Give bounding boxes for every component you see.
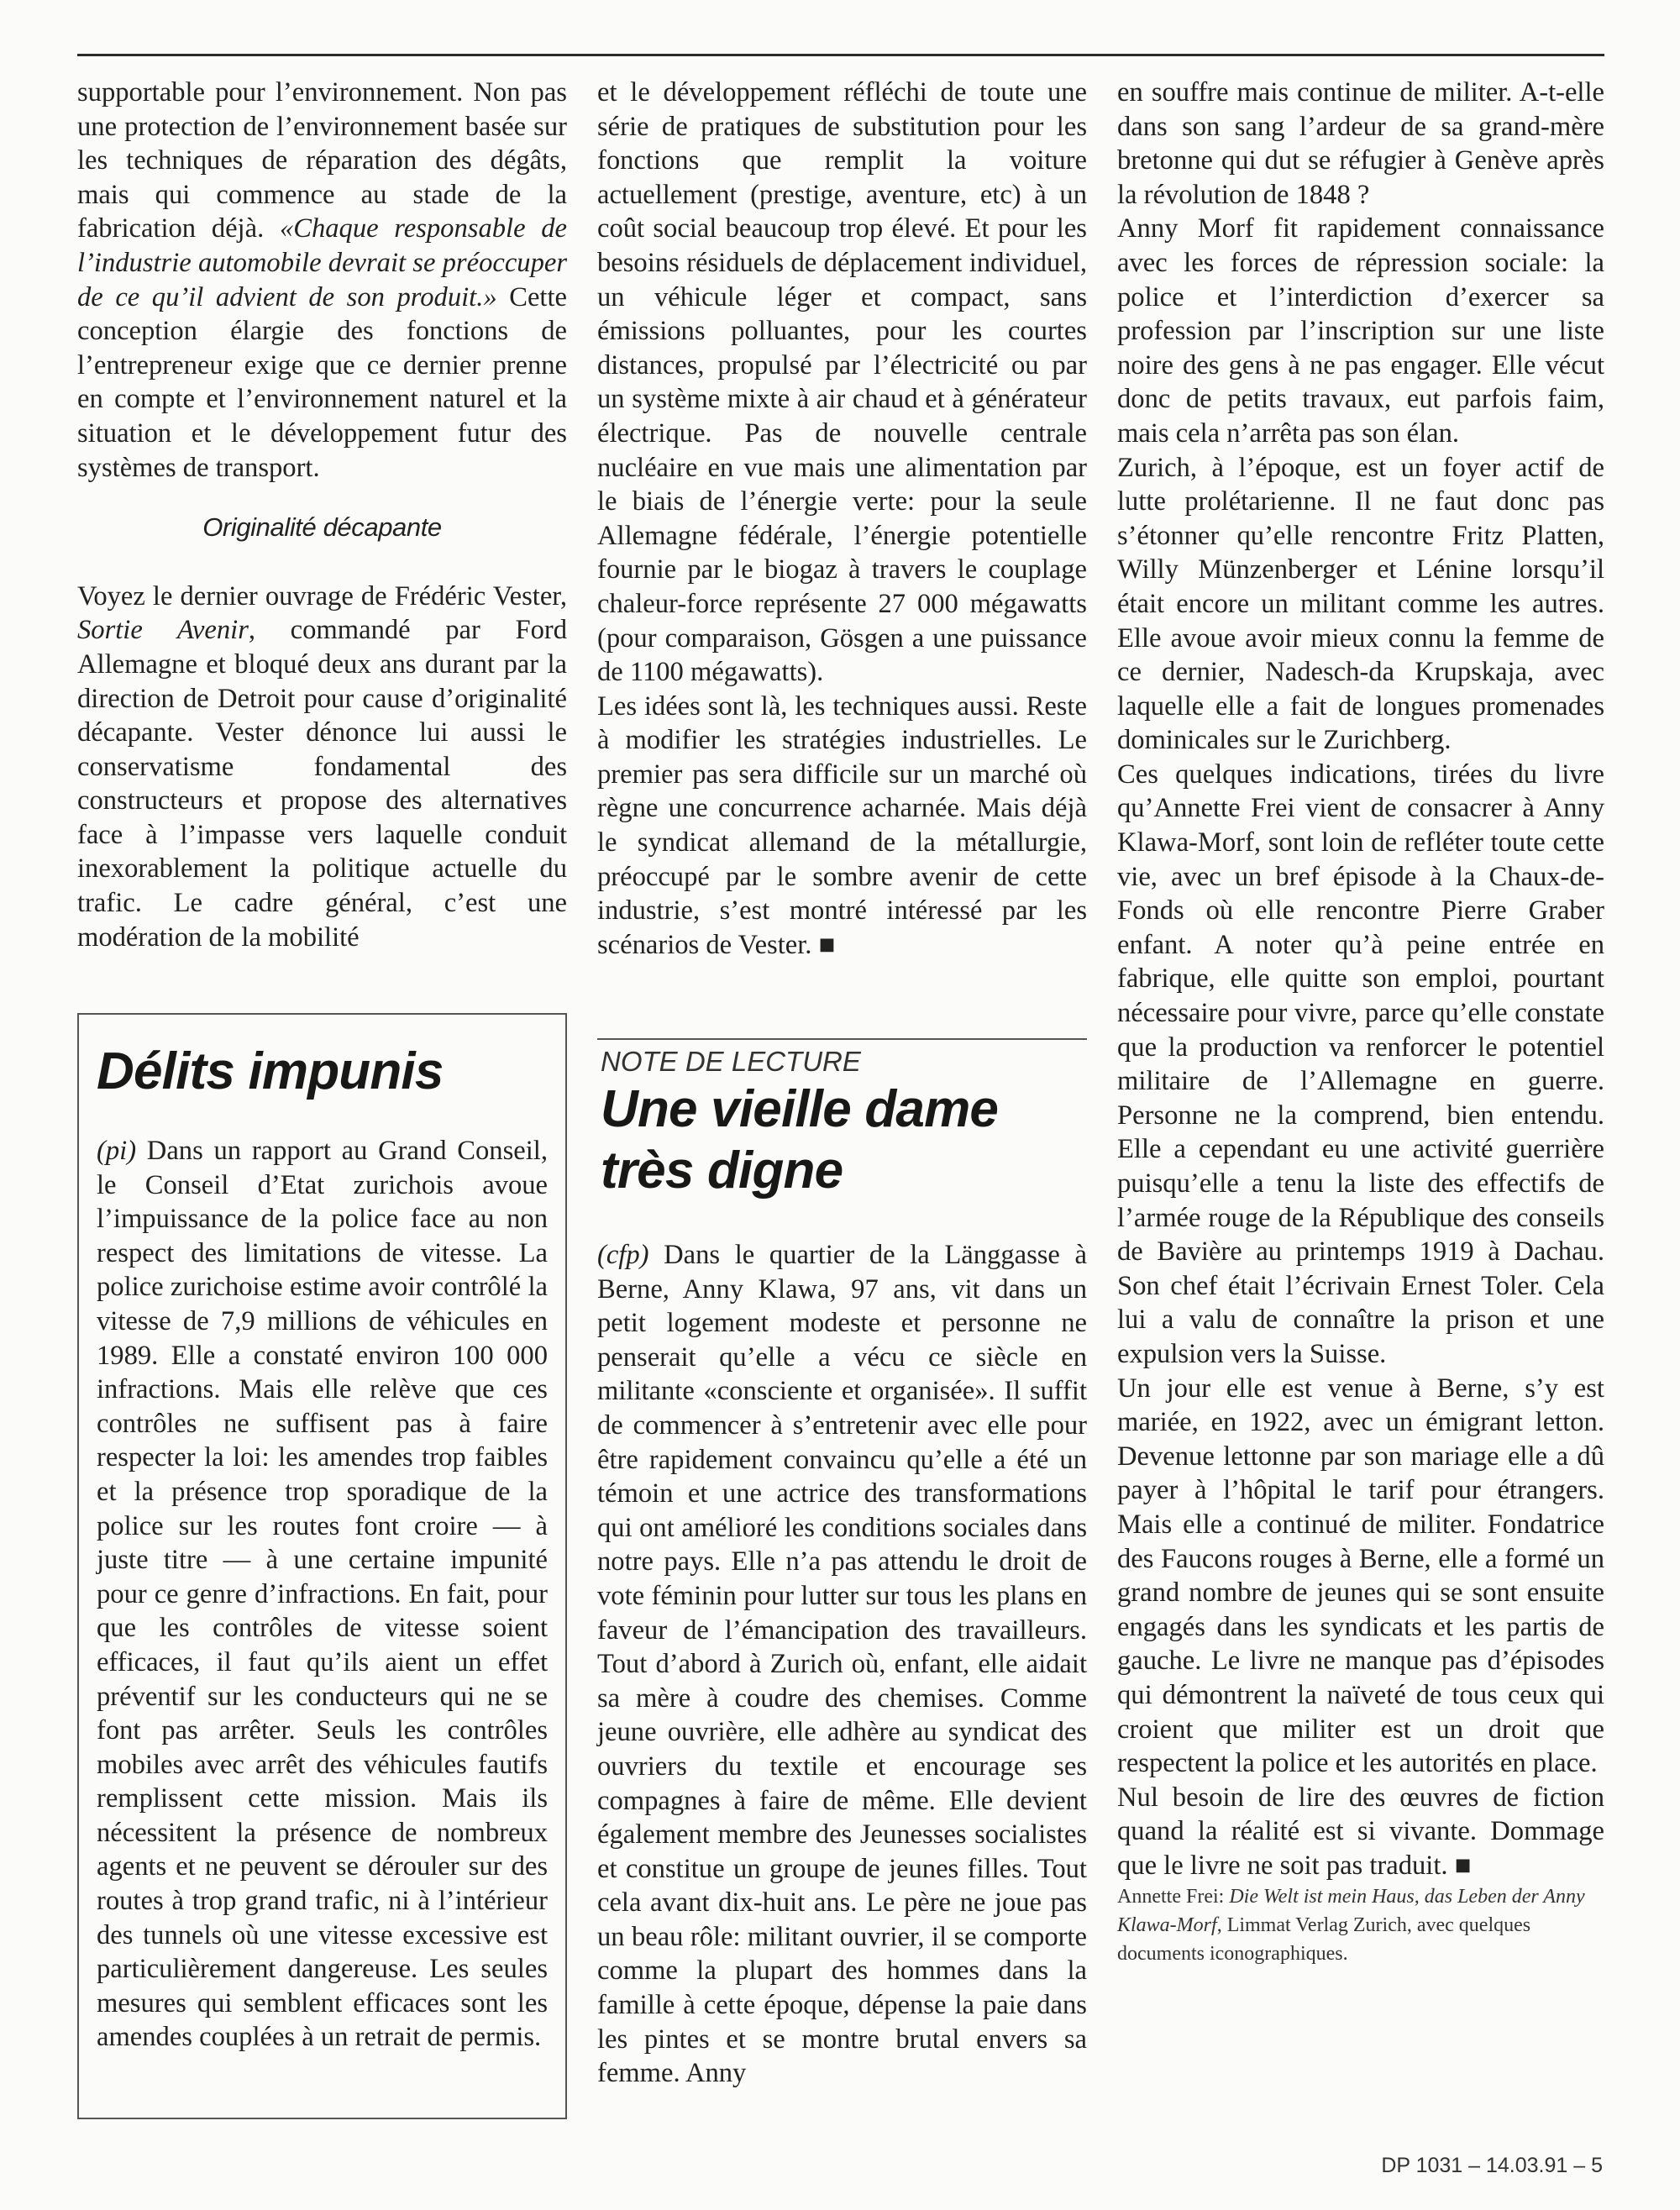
quote: «Chaque responsable de l’industrie automobile devrait se préoccuper de ce qu’il advient de son produit.»	[77, 213, 567, 312]
col1-paragraph-2: Voyez le dernier ouvrage de Frédéric Vester, Sortie Avenir, commandé par Ford Allemagne et bloqué deux ans durant par la direction de Detroit pour cause d’originalité décapante. Vester dénonce lui aussi le conservatisme fondamental des constructeurs et propose des alternatives face à l’impasse vers laquelle conduit inexorablement la politique actuelle du trafic. Le cadre général, c’est une modération de la mobilité	[77, 580, 567, 953]
column-3	[1117, 76, 1604, 1968]
book-reference: Annette Frei: Die Welt ist mein Haus, das Leben der Anny Klawa-Morf, Limmat Verlag Zurich, avec quelques documents iconographiques.	[1117, 1886, 1585, 1966]
article-title: Une vieille dame très digne	[601, 1080, 999, 1199]
col3-paragraph-3: Zurich, à l’époque, est un foyer actif de lutte prolétarienne. Il ne faut donc pas s’étonner qu’elle rencontre Fritz Platten, Willy Münzenberger et Lénine lorsqu’il était encore un militant comme les autres. Elle avoue avoir mieux connu la femme de ce dernier, Nadesch-da Krupskaja, avec laquelle elle a fait de longues promenades dominicales sur le Zurichberg.	[1117, 452, 1604, 756]
column-2	[597, 76, 1087, 962]
top-rule	[77, 54, 1604, 56]
article-body: (cfp) Dans le quartier de la Länggasse à Berne, Anny Klawa, 97 ans, vit dans un petit logement modeste et personne ne penserait qu’elle a vécu ce siècle en militante «consciente et organisée». Il suffit de commencer à s’entretenir avec elle pour être rapidement convaincu qu’elle a été un témoin et une actrice des transformations qui ont amélioré les conditions sociales dans notre pays. Elle n’a pas attendu le droit de vote féminin pour lutter sur tous les plans en faveur de l’émancipation des travailleurs. Tout d’abord à Zurich où, enfant, elle aidait sa mère à coudre des chemises. Comme jeune ouvrière, elle adhère au syndicat des ouvriers du textile et encourage ses compagnes à faire de même. Elle devient également membre des Jeunesses socialistes et constitue un groupe de jeunes filles. Tout cela avant dix-huit ans. Le père ne joue pas un beau rôle: militant ouvrier, il se comporte comme la plupart des hommes dans la famille à cette époque, dépense la paie dans les pintes et se montre brutal envers sa femme. Anny	[597, 1240, 1087, 2089]
article-title: Délits impunis	[97, 1042, 444, 1100]
col3-paragraph-5: Un jour elle est venue à Berne, s’y est mariée, en 1922, avec un émigrant letton. Devenue lettonne par son mariage elle a dû payer à l’hôpital le tarif pour étrangers. Mais elle a continué de militer. Fondatrice des Faucons rouges à Berne, elle a formé un grand nombre de jeunes qui se sont ensuite engagés dans les syndicats et les partis de gauche. Le livre ne manque pas d’épisodes qui démontrent la naïveté de tous ceux qui croient que militer est un droit que respectent la police et les autorités en place.	[1117, 1373, 1604, 1779]
col3-paragraph-6: Nul besoin de lire des œuvres de fiction quand la réalité est si vivante. Dommage que le livre ne soit pas traduit. ■	[1117, 1782, 1604, 1881]
article-kicker: NOTE DE LECTURE	[601, 1046, 861, 1077]
col3-paragraph-1: en souffre mais continue de militer. A-t-elle dans son sang l’ardeur de sa grand-mère bretonne qui dut se réfugier à Genève après la révolution de 1848 ?	[1117, 77, 1604, 210]
page-footer: DP 1031 – 14.03.91 – 5	[1381, 2154, 1603, 2177]
reading-note-article	[597, 1033, 1087, 2091]
author-tag: (pi)	[97, 1136, 137, 1166]
col3-paragraph-2: Anny Morf fit rapidement connaissance avec les forces de répression sociale: la police et l’interdiction d’exercer sa profession par l’inscription sur une liste noire des gens à ne pas engager. Elle vécut donc de petits travaux, eut parfois faim, mais cela n’arrêta pas son élan.	[1117, 213, 1604, 449]
col2-paragraph-1: et le développement réfléchi de toute une série de pratiques de substitution pour les fonctions que remplit la voiture actuellement (prestige, aventure, etc) à un coût social beaucoup trop élevé. Et pour les besoins résiduels de déplacement individuel, un véhicule léger et compact, sans émissions polluantes, pour les courtes distances, propulsé par l’électricité ou par un système mixte à air chaud et à générateur électrique. Pas de nouvelle centrale nucléaire en vue mais une alimentation par le biais de l’énergie verte: pour la seule Allemagne fédérale, l’énergie potentielle fournie par le biogaz à travers le couplage chaleur-force représente 27 000 mégawatts (pour comparaison, Gösgen a une puissance de 1100 mégawatts).	[597, 77, 1087, 688]
col2-paragraph-2: Les idées sont là, les techniques aussi. Reste à modifier les stratégies industrielles. Le premier pas sera difficile sur un marché où règne une concurrence acharnée. Mais déjà le syndicat allemand de la métallurgie, préoccupé par le sombre avenir de cette industrie, s’est montré intéressé par les scénarios de Vester. ■	[597, 690, 1087, 960]
subheading: Originalité décapante	[202, 512, 442, 543]
boxed-article	[77, 1013, 567, 2119]
article-body: (pi) Dans un rapport au Grand Conseil, le Conseil d’Etat zurichois avoue l’impuissance de la police face au non respect des limitations de vitesse. La police zurichoise estime avoir contrôlé la vitesse de 7,9 millions de véhicules en 1989. Elle a constaté environ 100 000 infractions. Mais elle relève que ces contrôles ne suffisent pas à faire respecter la loi: les amendes trop faibles et la présence trop sporadique de la police sur les routes font croire — à juste titre — à une certaine impunité pour ce genre d’infractions. En fait, pour que les contrôles de vitesse soient efficaces, il faut qu’ils aient un effet préventif sur les conducteurs qui ne se font pas arrêter. Seuls les contrôles mobiles avec arrêt des véhicules fautifs remplissent cette mission. Mais ils nécessitent la présence de nombreux agents et ne peuvent se dérouler sur des routes à trop grand trafic, ni à l’intérieur des tunnels où une vitesse excessive est particulièrement dangereuse. Les seules mesures qui semblent efficaces sont les amendes couplées à un retrait de permis.	[97, 1136, 548, 2053]
author-tag: (cfp)	[597, 1240, 649, 1270]
column-1	[77, 76, 567, 954]
book-title: Sortie Avenir	[77, 615, 249, 646]
col3-paragraph-4: Ces quelques indications, tirées du livre qu’Annette Frei vient de consacrer à Anny Klawa-Morf, sont loin de refléter toute cette vie, avec un bref épisode à la Chaux-de-Fonds où elle rencontre Pierre Graber enfant. A noter qu’à peine entrée en fabrique, elle quitte son emploi, pourtant nécessaire pour vivre, parce qu’elle constate que la production va renforcer le potentiel militaire de l’Allemagne en guerre. Personne ne la comprend, bien entendu. Elle a cependant eu une activité guerrière puisqu’elle a tenu la liste des effectifs de l’armée rouge de la République des conseils de Bavière au printemps 1919 à Dachau. Son chef était l’écrivain Ernest Toler. Cela lui a valu de connaître la prison et une expulsion vers la Suisse.	[1117, 759, 1604, 1369]
col1-paragraph-1: supportable pour l’environnement. Non pas une protection de l’environnement basée sur les techniques de réparation des dégâts, mais qui commence au stade de la fabrication déjà. «Chaque responsable de l’industrie automobile devrait se préoccuper de ce qu’il advient de son produit.» Cette conception élargie des fonctions de l’entrepreneur exige que ce dernier prenne en compte et l’environnement naturel et la situation et le développement futur des systèmes de transport.	[77, 77, 567, 483]
